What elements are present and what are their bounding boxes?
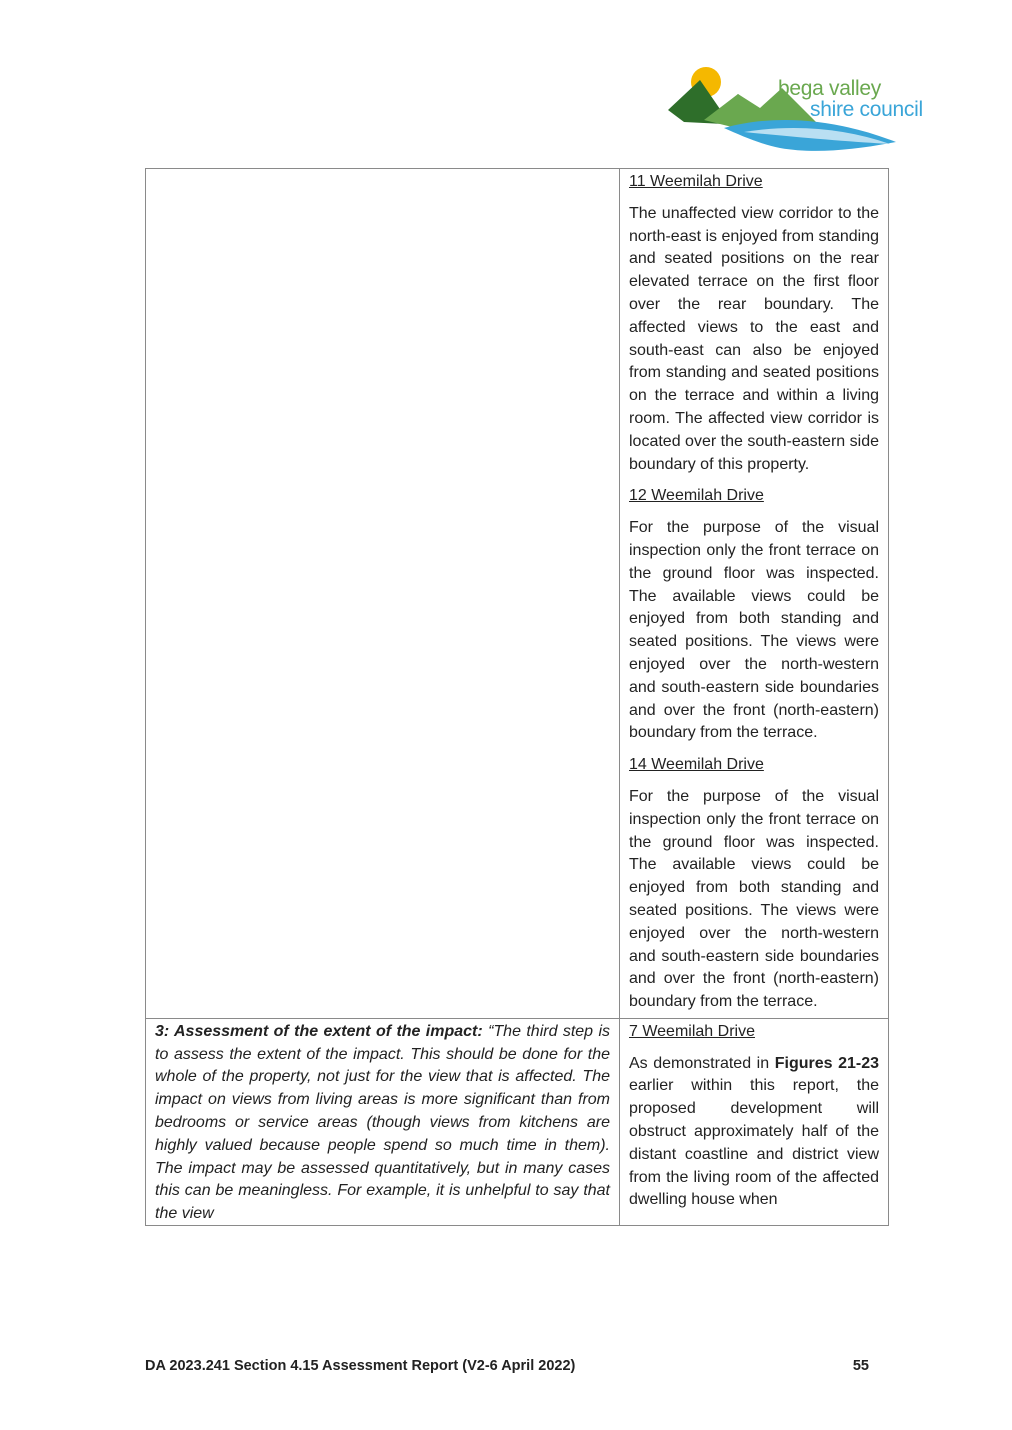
assessment-table (145, 168, 889, 1226)
page-number: 55 (852, 1358, 869, 1374)
section-heading: 7 Weemilah Drive (629, 1022, 755, 1040)
text-post: earlier within this report, the proposed development will obstruct approximately half of the distant coastline and district view from the living room of the affected dwelling house when (629, 1077, 879, 1209)
section-text: For the purpose of the visual inspection only the front terrace on the ground floor was inspected. The available views could be enjoyed from both standing and seated positions. The views were enjoyed over the north-western and south-eastern side boundaries and over the front (north-eastern) boundary from the terrace. (629, 787, 879, 1011)
logo-line2: shire council (810, 98, 923, 121)
section-text: The unaffected view corridor to the north-east is enjoyed from standing and seated positions on the rear elevated terrace on the first floor over the rear boundary. The affected views to the east and south-east can also be enjoyed from standing and seated positions on the terrace and within a living room. The affected view corridor is located over the south-eastern side boundary of this property. (629, 204, 879, 473)
view-descriptions-cell (620, 169, 889, 1019)
footer-title: DA 2023.241 Section 4.15 Assessment Report (V2-6 April 2022) (145, 1358, 576, 1374)
page-footer (145, 1358, 869, 1374)
step3-cell (146, 1018, 620, 1225)
empty-left-cell (146, 169, 620, 1019)
logo-line1: bega valley (778, 77, 881, 100)
step3-response-cell (620, 1018, 889, 1225)
text-pre: As demonstrated in (629, 1054, 775, 1072)
section-text (629, 1053, 879, 1213)
council-logo (664, 62, 944, 158)
section-heading: 11 Weemilah Drive (629, 173, 763, 190)
section-heading: 14 Weemilah Drive (629, 756, 764, 774)
logo-wordmark (778, 78, 923, 120)
table-row (146, 1018, 889, 1225)
section-text: For the purpose of the visual inspection only the front terrace on the ground floor was inspected. The available views could be enjoyed from both standing and seated positions. The views were enjoyed over the north-western and south-eastern side boundaries and over the front (north-eastern) boundary from the terrace. (629, 519, 879, 742)
table-row (146, 169, 889, 1019)
section-heading: 12 Weemilah Drive (629, 487, 764, 505)
step3-title: 3: Assessment of the extent of the impact: (155, 1022, 483, 1040)
step3-quote: “The third step is to assess the extent of the impact. This should be done for the whole of the property, not just for the view that is affected. The impact on views from living areas is more significant than from bedrooms or service areas (though views from kitchens are highly valued because people spend so much time in them). The impact may be assessed quantitatively, but in many cases this can be meaningless. For example, it is unhelpful to say that the view (155, 1022, 610, 1223)
figure-reference: Figures 21-23 (774, 1054, 880, 1072)
